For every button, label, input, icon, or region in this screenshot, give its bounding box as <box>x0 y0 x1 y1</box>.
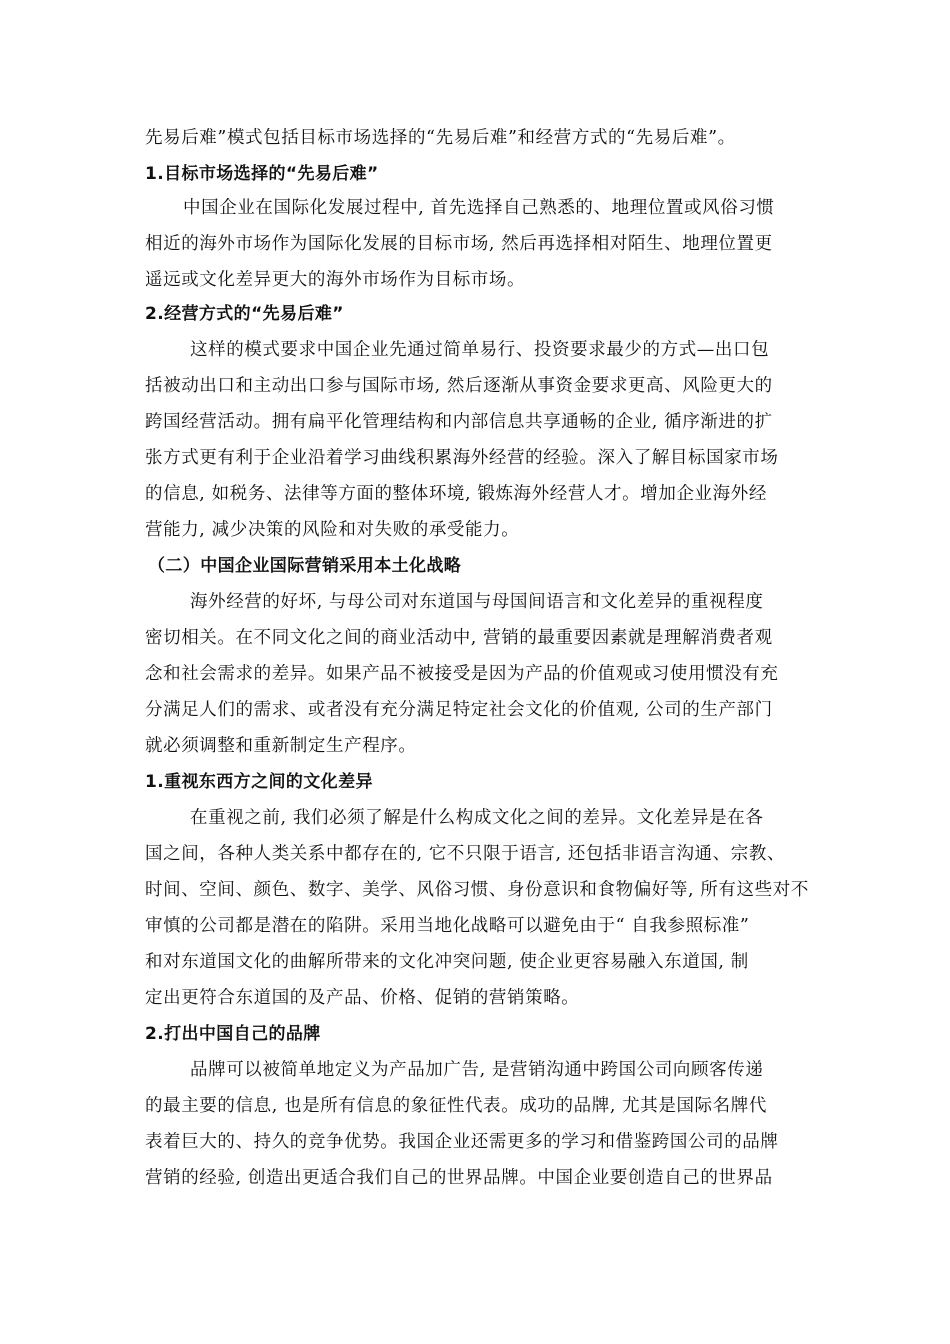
section-heading-target-market: 1.目标市场选择的“先易后难” <box>145 164 379 184</box>
body-text-line: 时间、空间、颜色、数字、美学、风俗习惯、身份意识和食物偏好等, 所有这些对不 <box>145 880 809 900</box>
section-heading-operation-mode: 2.经营方式的“先易后难” <box>145 304 344 324</box>
body-text-line: 国之间，各种人类关系中都存在的, 它不只限于语言, 还包括非语言沟通、宗教、 <box>145 844 786 864</box>
body-text-line: 跨国经营活动。拥有扁平化管理结构和内部信息共享通畅的企业, 循序渐进的扩 <box>145 412 773 432</box>
section-heading-cultural-difference: 1.重视东西方之间的文化差异 <box>145 772 373 792</box>
body-text-line: 海外经营的好坏, 与母公司对东道国与母国间语言和文化差异的重视程度 <box>190 592 764 612</box>
body-text-line: 分满足人们的需求、或者没有充分满足特定社会文化的价值观, 公司的生产部门 <box>145 700 773 720</box>
section-heading-brand: 2.打出中国自己的品牌 <box>145 1024 321 1044</box>
body-text-line: 先易后难”模式包括目标市场选择的“先易后难”和经营方式的“先易后难”。 <box>145 128 736 148</box>
body-text-line: 相近的海外市场作为国际化发展的目标市场, 然后再选择相对陌生、地理位置更 <box>145 234 773 254</box>
body-text-line: 就必须调整和重新制定生产程序。 <box>145 736 417 756</box>
body-text-line: 张方式更有利于企业沿着学习曲线积累海外经营的经验。深入了解目标国家市场 <box>145 448 779 468</box>
body-text-line: 遥远或文化差异更大的海外市场作为目标市场。 <box>145 270 526 290</box>
body-text-line: 和对东道国文化的曲解所带来的文化冲突问题, 使企业更容易融入东道国, 制 <box>145 952 749 972</box>
section-heading-localization: （二）中国企业国际营销采用本土化战略 <box>148 556 462 576</box>
body-text-line: 密切相关。在不同文化之间的商业活动中, 营销的最重要因素就是理解消费者观 <box>145 628 773 648</box>
body-text-line: 这样的模式要求中国企业先通过简单易行、投资要求最少的方式—出口包 <box>190 340 770 360</box>
body-text-line: 中国企业在国际化发展过程中, 首先选择自己熟悉的、地理位置或风俗习惯 <box>183 198 775 218</box>
body-text-line: 念和社会需求的差异。如果产品不被接受是因为产品的价值观或习使用惯没有充 <box>145 664 779 684</box>
body-text-line: 括被动出口和主动出口参与国际市场, 然后逐渐从事资金要求更高、风险更大的 <box>145 376 773 396</box>
body-text-line: 品牌可以被简单地定义为产品加广告, 是营销沟通中跨国公司向顾客传递 <box>190 1060 764 1080</box>
body-text-line: 的信息, 如税务、法律等方面的整体环境, 锻炼海外经营人才。增加企业海外经 <box>145 484 767 504</box>
body-text-line: 在重视之前, 我们必须了解是什么构成文化之间的差异。文化差异是在各 <box>190 808 764 828</box>
body-text-line: 定出更符合东道国的及产品、价格、促销的营销策略。 <box>145 988 580 1008</box>
body-text-line: 审慎的公司都是潜在的陷阱。采用当地化战略可以避免由于“ 自我参照标准” <box>145 916 750 936</box>
body-text-line: 营能力, 减少决策的风险和对失败的承受能力。 <box>145 520 520 540</box>
body-text-line: 的最主要的信息, 也是所有信息的象征性代表。成功的品牌, 尤其是国际名牌代 <box>145 1096 767 1116</box>
body-text-line: 表着巨大的、持久的竞争优势。我国企业还需更多的学习和借鉴跨国公司的品牌 <box>145 1132 779 1152</box>
body-text-line: 营销的经验, 创造出更适合我们自己的世界品牌。中国企业要创造自己的世界品 <box>145 1168 773 1188</box>
